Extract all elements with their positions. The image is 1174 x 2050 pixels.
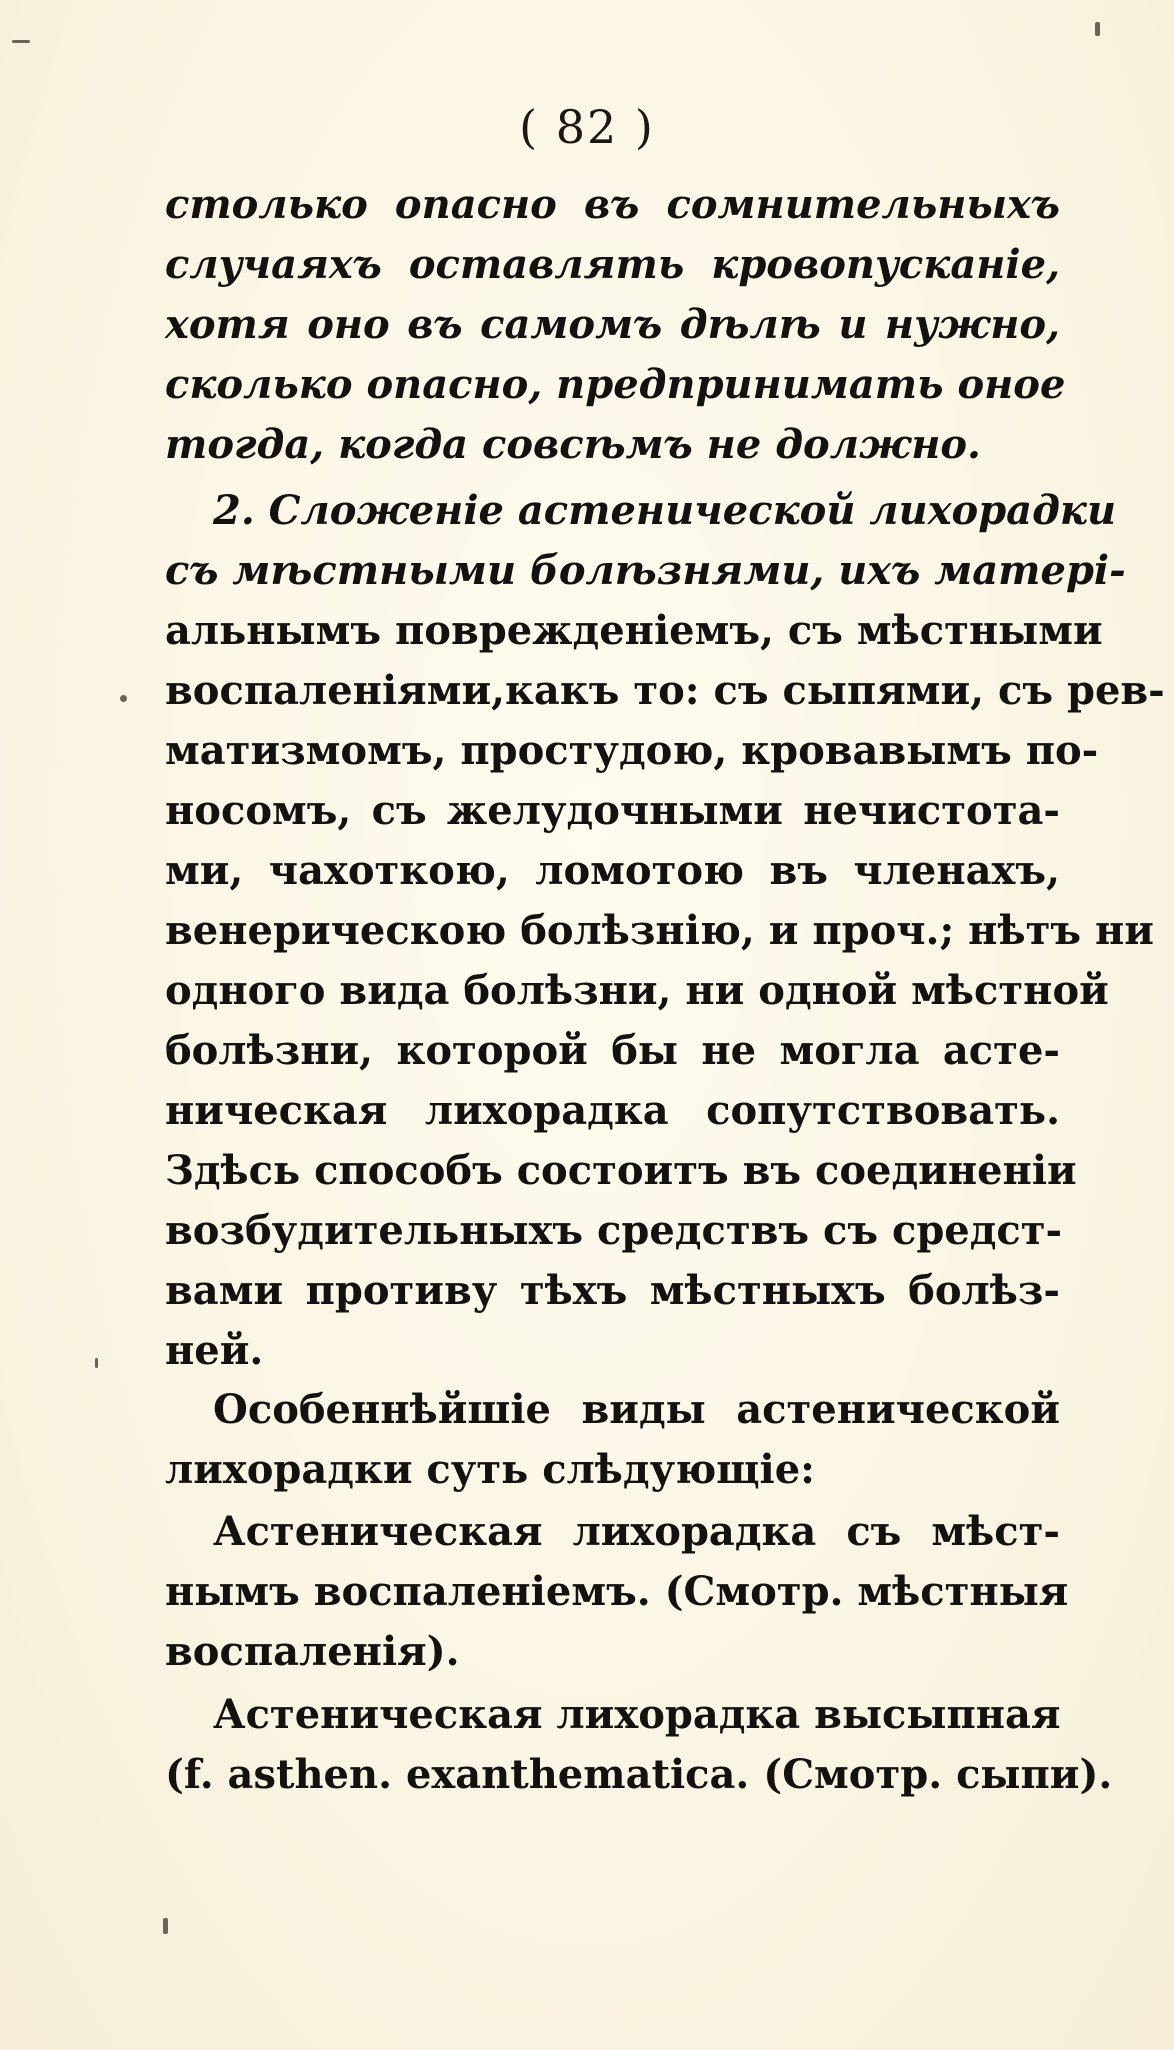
paragraph-2 <box>165 481 1165 1381</box>
text-line: вами противу тѣхъ мѣстныхъ болѣз- <box>165 1267 1060 1314</box>
text-line: нымъ воспаленіемъ. (Смотр. мѣстныя <box>165 1568 1069 1615</box>
text-line: венерическою болѣзнію, и проч.; нѣтъ ни <box>165 907 1154 954</box>
text-line: случаяхъ оставлять кровопусканіе, <box>165 241 1060 288</box>
page-number: ( 82 ) <box>519 100 655 154</box>
paragraph-3 <box>165 1380 1060 1500</box>
text-line: Астеническая лихорадка съ мѣст- <box>213 1508 1060 1555</box>
paragraph-1 <box>165 175 1066 475</box>
margin-speck <box>120 695 127 702</box>
margin-speck <box>95 1358 98 1368</box>
text-line: Здѣсь способъ состоитъ въ соединеніи <box>165 1147 1077 1194</box>
text-line: ней. <box>165 1327 264 1374</box>
text-line: воспаленіями,какъ то: съ сыпями, съ рев- <box>165 667 1165 714</box>
text-line: возбудительныхъ средствъ съ средст- <box>165 1207 1063 1254</box>
text-line: матизмомъ, простудою, кровавымъ по- <box>165 727 1099 774</box>
text-line: лихорадки суть слѣдующіе: <box>165 1446 815 1493</box>
text-line: ми, чахоткою, ломотою въ членахъ, <box>165 847 1060 894</box>
text-line: одного вида болѣзни, ни одной мѣстной <box>165 967 1109 1014</box>
text-line: хотя оно въ самомъ дѣлѣ и нужно, <box>165 301 1060 348</box>
margin-speck <box>163 1918 168 1934</box>
text-line: болѣзни, которой бы не могла асте- <box>165 1027 1060 1074</box>
text-line: 2. Сложеніе астенической лихорадки <box>213 487 1117 534</box>
text-line: сколько опасно, предпринимать оное <box>165 361 1066 408</box>
text-line: носомъ, съ желудочными нечистота- <box>165 787 1060 834</box>
text-line: съ мѣстными болѣзнями, ихъ матері- <box>165 547 1126 594</box>
text-line: воспаленія). <box>165 1628 460 1675</box>
paragraph-5 <box>165 1685 1113 1805</box>
text-line: Особеннѣйшіе виды астенической <box>213 1386 1060 1433</box>
paragraph-2-italic-part <box>165 481 1126 601</box>
paragraph-4 <box>165 1502 1069 1682</box>
margin-speck <box>1095 22 1100 36</box>
text-line: альнымъ поврежденіемъ, съ мѣстными <box>165 607 1103 654</box>
text-line: столько опасно въ сомнительныхъ <box>165 181 1060 228</box>
margin-speck <box>12 40 30 43</box>
text-line: ническая лихорадка сопутствовать. <box>165 1087 1060 1134</box>
text-line: Астеническая лихорадка высыпная <box>213 1691 1061 1738</box>
text-line: (f. asthen. exanthematica. (Смотр. сыпи). <box>165 1751 1113 1798</box>
text-line: тогда, когда совсѣмъ не должно. <box>165 421 981 468</box>
paragraph-2-roman-part <box>165 601 1165 1381</box>
